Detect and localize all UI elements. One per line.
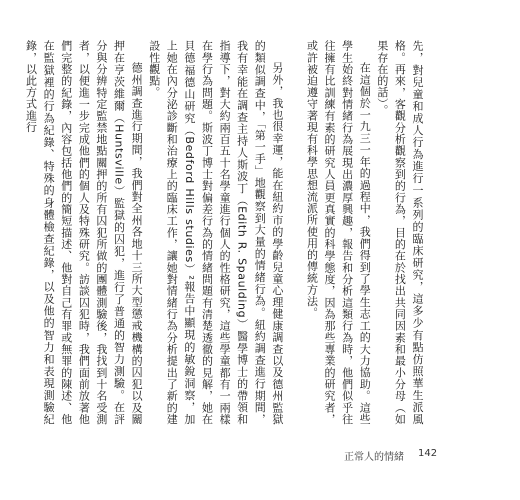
page-number: 142 [418, 448, 438, 459]
paragraph-3: 另外，我也很幸運，能在紐約市的學齡兒童心理健康調查以及德州監獄的類似調查中，「第一手」地觀察到大量的情緒行為。紐約調查進行期間，我有幸能在調查主持人斯波丁（Edith R. Spaulding）醫學博士的帶領和指導下，對大約兩百五十名學童進行個人的性格研究，這些學童都有一兩樣在學行為問題。斯波丁博士對偏差行為的情緒問題有清楚透徹的見解，她在貝德福德山研究（Bedford Hills studies）²報告中顯現的敏銳洞察，加上她在內分泌診斷和治療上的臨床工作，讓她對情緒行為分析提出了新的建設性觀點。 [147, 40, 284, 425]
running-head: 正常人的情緒 [344, 452, 404, 463]
page-footer [344, 448, 437, 463]
paragraph-1: 先，對兒童和成人行為進行一系列的臨床研究，這多少有點仿照華生派風格。再來，客觀分析觀察到的行為，目的在於找出共同因素和最小分母（如果存在的話）。 [375, 40, 424, 425]
paragraph-2: 在這個於一九三一年的過程中，我們得到了學生志工的大力協助。這些學生始終對情緒行為展現出濃厚興趣，報告和分析這類行為時，他們似乎往往擁有比訓練有素的研究人員更真實的科學態度，因為那些專業的研究者，或許被迫遵守著現有科學思想流派所使用的傳統方法。 [305, 40, 372, 425]
body-text [22, 40, 426, 425]
paragraph-4: 德州調查進行期間，我們對全州各地十三所大型懲戒機構的囚犯以及關押在亨茨維爾（Huntsville）監獄的囚犯，進行了普通的智力測驗。在評分與分辨特定監禁地點關押的所有囚犯所做的團體測驗後，我找到十名受測者，以便進一步完成他們的個人及特殊研究。訪談囚犯時，我們面前放著他們完整的紀錄，內容包括他們的簡短描述、他對自己有罪或無罪的陳述、他在監獄裡的行為紀錄、特殊的身體檢查紀錄，以及他的智力和表現測驗紀錄，以此方式進行 [24, 40, 144, 425]
